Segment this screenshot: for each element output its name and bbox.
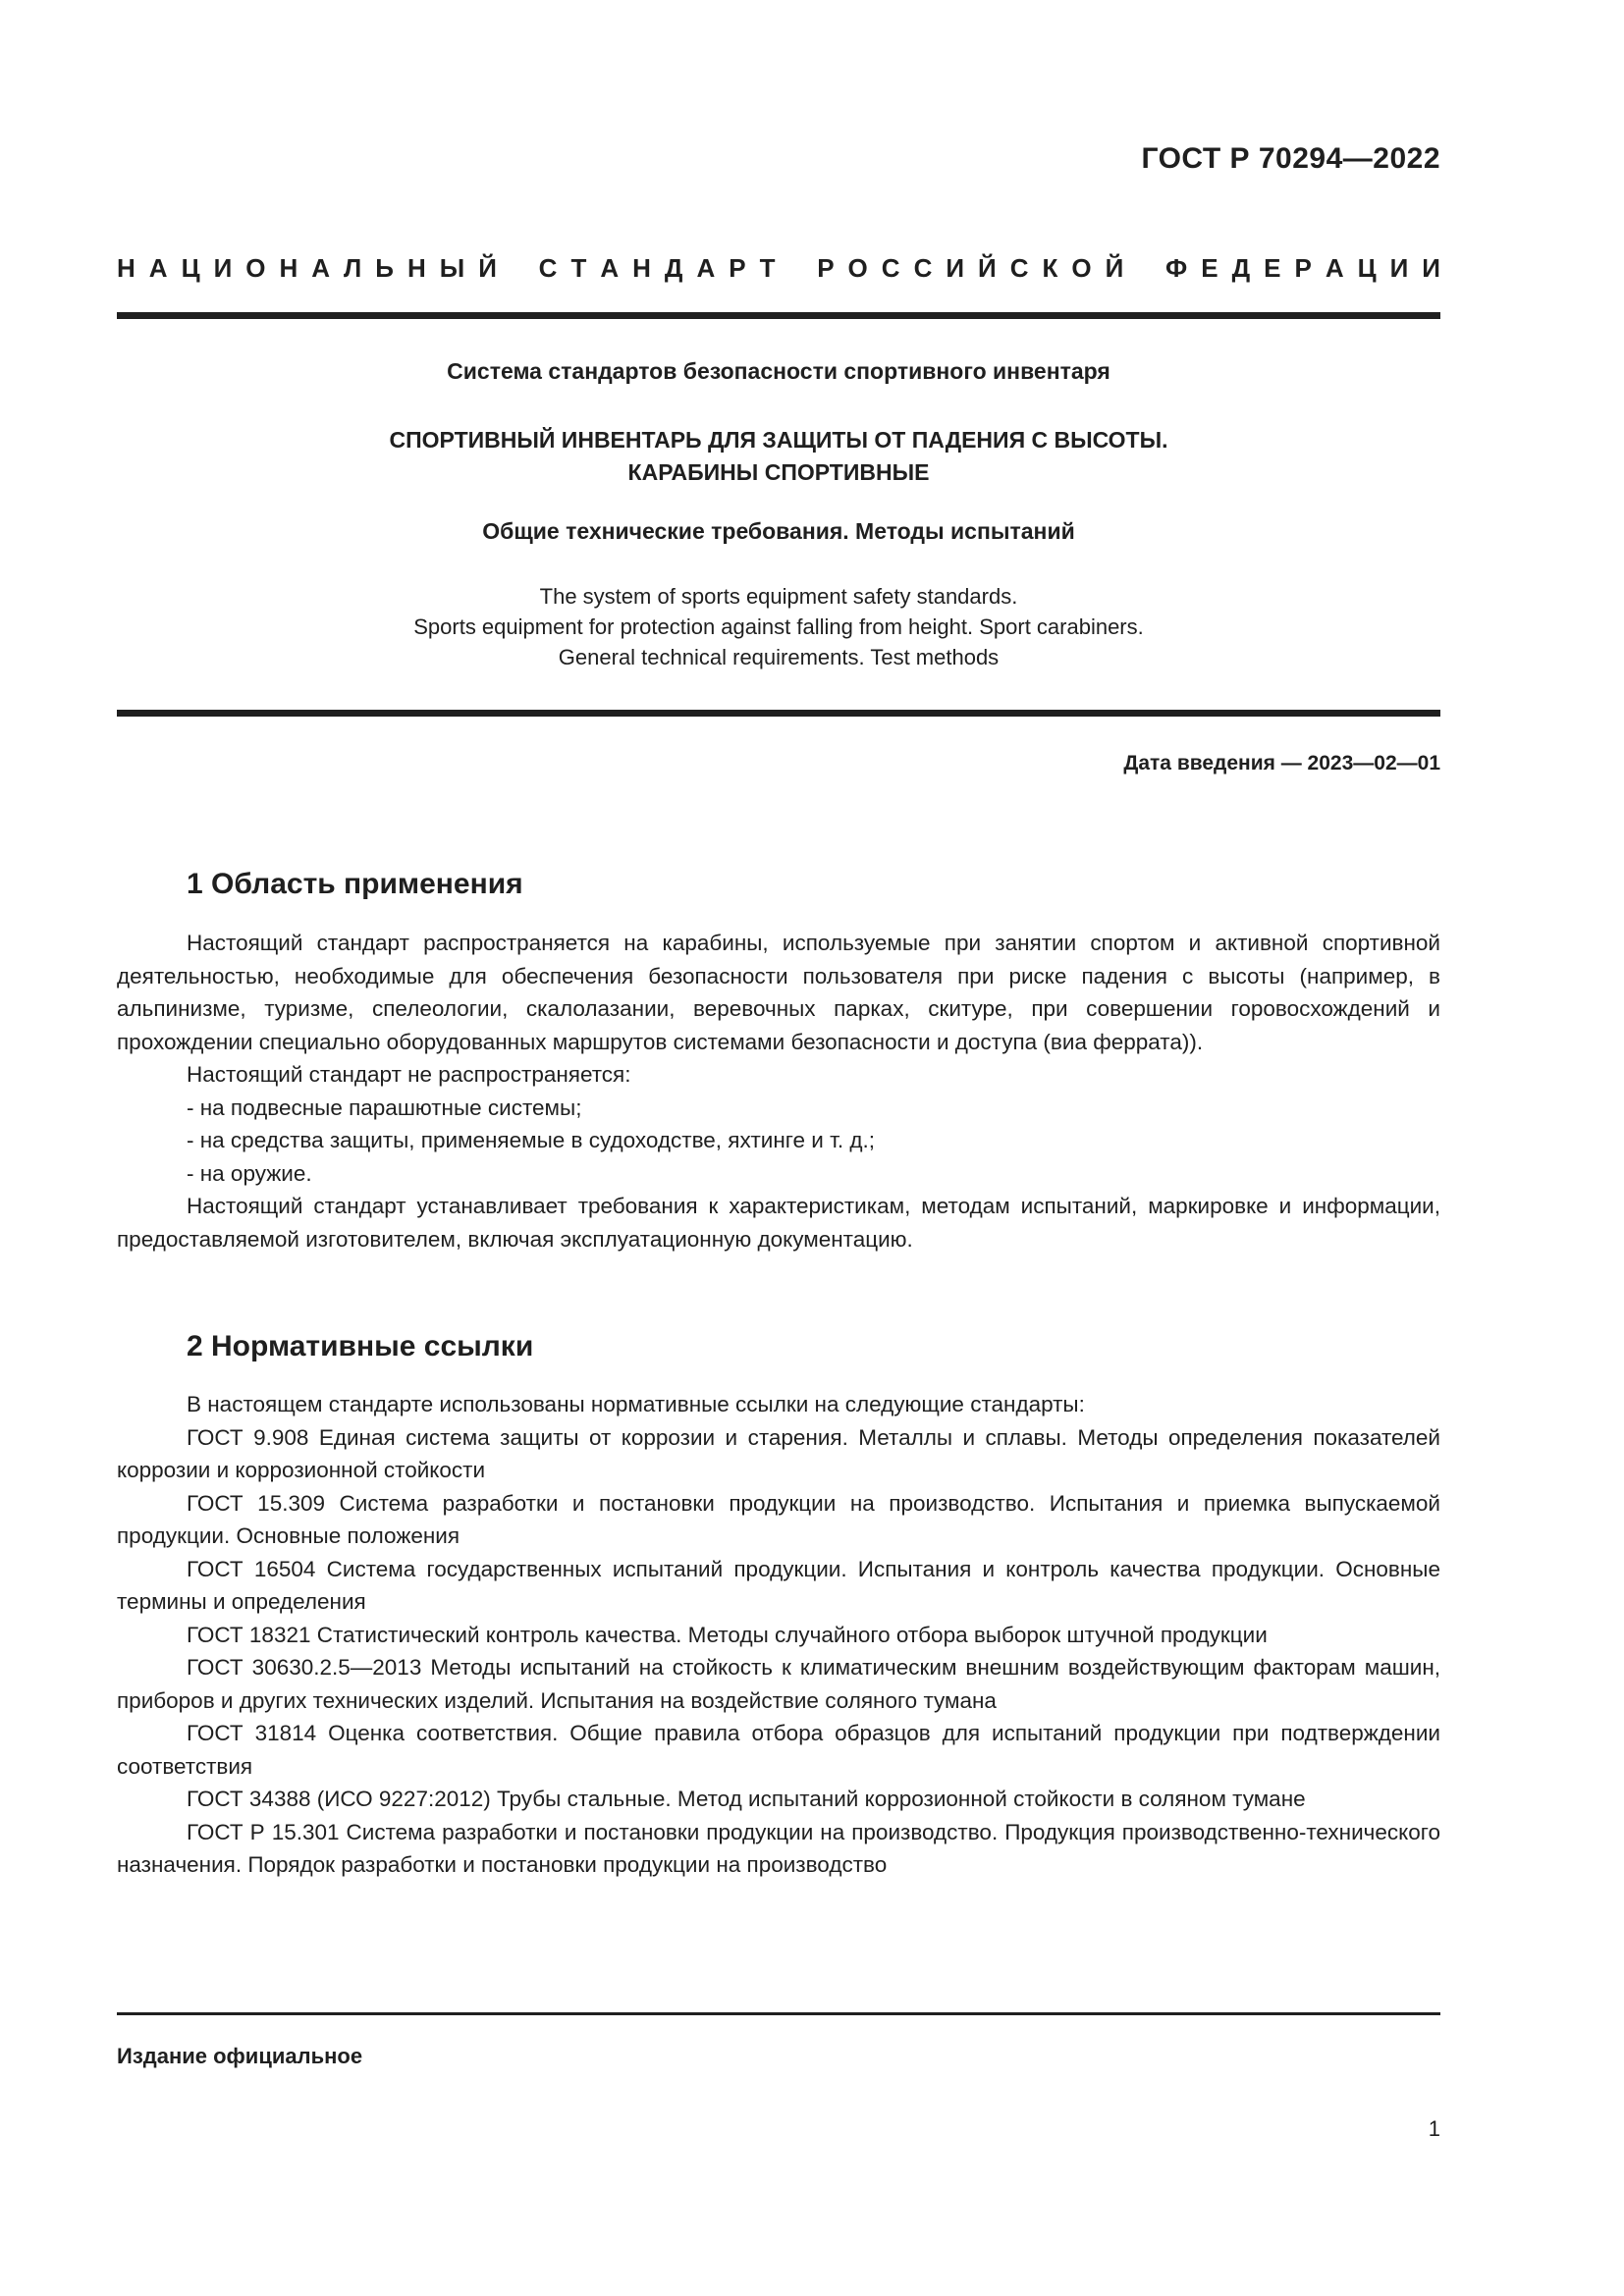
banner-letter: С — [913, 253, 933, 283]
paragraph: В настоящем стандарте использованы нормативные ссылки на следующие стандарты: — [187, 1392, 1085, 1416]
section-heading: 2 Нормативные ссылки — [187, 1330, 534, 1362]
paragraph: Настоящий стандарт устанавливает требования к характеристикам, методам испытаний, маркировке и информации, предоставляемой изготовителем, включая эксплуатационную документацию. — [117, 1194, 1440, 1252]
banner-letter: Н — [117, 253, 135, 283]
banner-letter: К — [1042, 253, 1058, 283]
title-line: СПОРТИВНЫЙ ИНВЕНТАРЬ ДЛЯ ЗАЩИТЫ ОТ ПАДЕНИЯ С ВЫСОТЫ. — [389, 427, 1168, 453]
banner-word — [539, 253, 776, 284]
section-2-body — [117, 1388, 1440, 1882]
banner-letter: Р — [729, 253, 746, 283]
reference-item: ГОСТ 15.309 Система разработки и постановки продукции на производство. Испытания и приемка выпускаемой продукции. Основные положения — [117, 1490, 1440, 1548]
banner-word — [817, 253, 1123, 284]
banner-letter: И — [1389, 253, 1409, 283]
banner-letter: Ц — [1357, 253, 1377, 283]
banner-letter: С — [881, 253, 900, 283]
banner-letter: И — [213, 253, 233, 283]
banner-letter: О — [245, 253, 266, 283]
banner-letter: И — [1422, 253, 1440, 283]
banner-letter: Й — [978, 253, 997, 283]
banner-letter: Р — [1294, 253, 1312, 283]
banner-letter: С — [1009, 253, 1029, 283]
banner-letter: Д — [1231, 253, 1251, 283]
list-item: - на средства защиты, применяемые в судоходстве, яхтинге и т. д.; — [187, 1128, 876, 1152]
banner-letter: Й — [478, 253, 497, 283]
page-number: 1 — [1428, 2116, 1440, 2141]
banner-letter: Р — [817, 253, 835, 283]
reference-item: ГОСТ 9.908 Единая система защиты от коррозии и старения. Металлы и сплавы. Методы определения показателей коррозии и коррозионной стойкости — [117, 1424, 1440, 1482]
banner-letter: Н — [632, 253, 651, 283]
banner-letter: О — [847, 253, 868, 283]
english-title-line: General technical requirements. Test methods — [558, 645, 1000, 669]
document-title — [117, 424, 1440, 489]
section-heading: 1 Область применения — [187, 868, 523, 900]
banner-letter: Й — [1105, 253, 1124, 283]
banner-letter: Ф — [1165, 253, 1188, 283]
banner-letter: А — [696, 253, 716, 283]
list-item: - на оружие. — [187, 1160, 312, 1186]
header-rule — [117, 312, 1440, 319]
reference-item: ГОСТ 31814 Оценка соответствия. Общие правила отбора образцов для испытаний продукции при подтверждении соответствия — [117, 1721, 1440, 1779]
reference-item: ГОСТ 30630.2.5—2013 Методы испытаний на стойкость к климатическим внешним воздействующим факторам машин, приборов и других технических изделий. Испытания на воздействие соляного тумана — [117, 1655, 1440, 1713]
edition-label: Издание официальное — [117, 2044, 363, 2068]
reference-item: ГОСТ 18321 Статистический контроль качества. Методы случайного отбора выборок штучной продукции — [187, 1622, 1268, 1647]
banner-word — [1165, 253, 1440, 284]
document-page — [117, 0, 1440, 2296]
banner-letter: Т — [570, 253, 587, 283]
title-rule — [117, 710, 1440, 717]
paragraph: Настоящий стандарт не распространяется: — [187, 1062, 631, 1087]
section-1-body — [117, 927, 1440, 1255]
reference-item: ГОСТ 34388 (ИСО 9227:2012) Трубы стальные. Метод испытаний коррозионной стойкости в соляном тумане — [187, 1787, 1306, 1811]
banner-letter: О — [1071, 253, 1092, 283]
introduction-date: Дата введения — 2023—02—01 — [1123, 752, 1440, 774]
banner-letter: Ы — [439, 253, 465, 283]
banner-letter: Н — [279, 253, 298, 283]
reference-item: ГОСТ 16504 Система государственных испытаний продукции. Испытания и контроль качества продукции. Основные термины и определения — [117, 1556, 1440, 1614]
banner-letter: Т — [759, 253, 776, 283]
document-number: ГОСТ Р 70294—2022 — [1141, 142, 1440, 175]
standard-series: Система стандартов безопасности спортивного инвентаря — [447, 358, 1110, 384]
banner-letter: Ь — [375, 253, 394, 283]
banner-letter: И — [946, 253, 965, 283]
banner-letter: А — [1325, 253, 1344, 283]
english-title-line: The system of sports equipment safety standards. — [539, 584, 1018, 609]
banner-letter: Н — [406, 253, 426, 283]
document-subtitle: Общие технические требования. Методы испытаний — [482, 518, 1075, 544]
banner-word — [117, 253, 497, 284]
reference-item: ГОСТ Р 15.301 Система разработки и постановки продукции на производство. Продукция производственно-технического назначения. Порядок разработки и постановки продукции на производство — [117, 1819, 1440, 1877]
list-item: - на подвесные парашютные системы; — [187, 1095, 582, 1120]
banner-letter: А — [311, 253, 331, 283]
english-title-line: Sports equipment for protection against falling from height. Sport carabiners. — [413, 614, 1144, 639]
banner-letter: Л — [344, 253, 362, 283]
banner-letter: А — [148, 253, 168, 283]
national-standard-banner — [117, 253, 1440, 284]
banner-letter: С — [538, 253, 558, 283]
banner-letter: А — [600, 253, 620, 283]
banner-letter: Е — [1264, 253, 1281, 283]
banner-letter: Д — [664, 253, 683, 283]
title-line: КАРАБИНЫ СПОРТИВНЫЕ — [627, 459, 930, 485]
footer-rule — [117, 2012, 1440, 2015]
paragraph: Настоящий стандарт распространяется на карабины, используемые при занятии спортом и активной спортивной деятельностью, необходимые для обеспечения безопасности пользователя при риске падения с высоты (например, в альпинизме, туризме, спелеологии, скалолазании, веревочных парках, скитуре, при совершении горовосхождений и прохождении специально оборудованных маршрутов системами безопасности и доступа (виа феррата)). — [117, 931, 1440, 1054]
banner-letter: Е — [1201, 253, 1218, 283]
english-title — [117, 581, 1440, 672]
banner-letter: Ц — [181, 253, 200, 283]
